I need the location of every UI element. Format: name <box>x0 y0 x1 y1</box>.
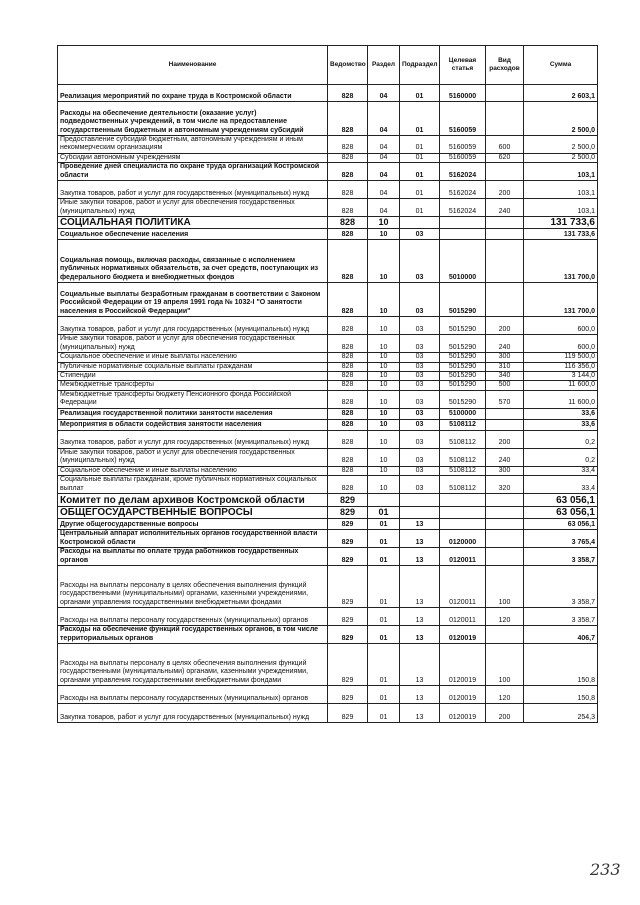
cell-expense-type <box>486 530 524 548</box>
cell-department: 828 <box>328 381 368 390</box>
cell-name: Социальная помощь, включая расходы, связанные с исполнением публичных нормативных обязательств, за счет средств, поступающих из федерального бюджета и внебюджетных фондов <box>58 240 328 283</box>
cell-department: 828 <box>328 153 368 162</box>
cell-subsection: 01 <box>400 153 440 162</box>
cell-subsection: 03 <box>400 240 440 283</box>
cell-subsection: 13 <box>400 519 440 530</box>
cell-expense-type <box>486 102 524 136</box>
cell-amount: 2 500,0 <box>524 153 598 162</box>
cell-target-article: 5015290 <box>440 335 486 353</box>
cell-section: 10 <box>368 430 400 448</box>
table-row <box>58 566 598 608</box>
cell-amount: 2 500,0 <box>524 136 598 154</box>
cell-amount: 2 603,1 <box>524 85 598 102</box>
cell-section: 01 <box>368 626 400 644</box>
cell-department: 828 <box>328 163 368 181</box>
cell-department: 829 <box>328 704 368 723</box>
cell-amount: 119 500,0 <box>524 353 598 362</box>
cell-subsection: 03 <box>400 390 440 408</box>
cell-amount: 131 700,0 <box>524 283 598 317</box>
cell-subsection: 03 <box>400 408 440 419</box>
cell-section: 10 <box>368 362 400 371</box>
cell-target-article <box>440 519 486 530</box>
cell-expense-type: 240 <box>486 199 524 217</box>
cell-subsection: 03 <box>400 353 440 362</box>
cell-target-article: 5108112 <box>440 476 486 494</box>
table-row <box>58 381 598 390</box>
cell-section: 10 <box>368 372 400 381</box>
table-row <box>58 448 598 466</box>
cell-name: Закупка товаров, работ и услуг для государственных (муниципальных) нужд <box>58 704 328 723</box>
cell-department: 828 <box>328 372 368 381</box>
cell-amount: 406,7 <box>524 626 598 644</box>
cell-expense-type: 120 <box>486 608 524 626</box>
cell-target-article: 0120019 <box>440 704 486 723</box>
cell-expense-type <box>486 419 524 430</box>
cell-subsection: 13 <box>400 686 440 704</box>
cell-name: Реализация государственной политики занятости населения <box>58 408 328 419</box>
cell-department: 828 <box>328 335 368 353</box>
cell-section: 01 <box>368 507 400 519</box>
cell-target-article: 5160059 <box>440 153 486 162</box>
cell-department: 828 <box>328 102 368 136</box>
cell-expense-type: 300 <box>486 466 524 475</box>
table-header-row <box>58 46 598 85</box>
cell-name: Реализация мероприятий по охране труда в Костромской области <box>58 85 328 102</box>
col-header-name: Наименование <box>58 46 328 85</box>
cell-section: 01 <box>368 519 400 530</box>
cell-expense-type: 100 <box>486 566 524 608</box>
table-row <box>58 476 598 494</box>
cell-amount: 3 144,0 <box>524 372 598 381</box>
cell-name: Расходы на выплаты персоналу в целях обеспечения выполнения функций государственными (муниципальными) органами, казенными учреждениями, органами управления государственными внебюджетными фондами <box>58 566 328 608</box>
table-row <box>58 102 598 136</box>
table-row <box>58 362 598 371</box>
cell-section: 10 <box>368 476 400 494</box>
cell-name: Социальное обеспечение населения <box>58 229 328 240</box>
table-row <box>58 419 598 430</box>
cell-expense-type: 120 <box>486 686 524 704</box>
table-row <box>58 430 598 448</box>
cell-expense-type: 240 <box>486 335 524 353</box>
table-row <box>58 335 598 353</box>
cell-expense-type <box>486 494 524 507</box>
table-row <box>58 85 598 102</box>
cell-name: Закупка товаров, работ и услуг для государственных (муниципальных) нужд <box>58 181 328 199</box>
cell-section: 04 <box>368 136 400 154</box>
cell-section: 10 <box>368 283 400 317</box>
cell-subsection: 13 <box>400 566 440 608</box>
cell-amount: 3 358,7 <box>524 608 598 626</box>
cell-department: 828 <box>328 85 368 102</box>
table-row <box>58 229 598 240</box>
cell-amount: 150,8 <box>524 686 598 704</box>
table-row <box>58 181 598 199</box>
cell-department: 828 <box>328 362 368 371</box>
cell-target-article: 5100000 <box>440 408 486 419</box>
cell-amount: 103,1 <box>524 199 598 217</box>
cell-amount: 11 600,0 <box>524 381 598 390</box>
cell-department: 828 <box>328 476 368 494</box>
cell-department: 828 <box>328 317 368 335</box>
budget-table <box>57 45 598 723</box>
cell-section: 10 <box>368 229 400 240</box>
cell-target-article: 5160059 <box>440 102 486 136</box>
cell-name: Иные закупки товаров, работ и услуг для обеспечения государственных (муниципальных) нужд <box>58 448 328 466</box>
cell-amount: 103,1 <box>524 163 598 181</box>
cell-expense-type <box>486 163 524 181</box>
cell-section: 10 <box>368 217 400 229</box>
cell-name: Расходы на обеспечение функций государственных органов, в том числе территориальных органов <box>58 626 328 644</box>
cell-name: Межбюджетные трансферты <box>58 381 328 390</box>
cell-section: 10 <box>368 448 400 466</box>
cell-target-article: 0120011 <box>440 548 486 566</box>
col-header-expense-type: Вид расходов <box>486 46 524 85</box>
cell-target-article: 5015290 <box>440 283 486 317</box>
cell-subsection: 03 <box>400 283 440 317</box>
cell-department: 829 <box>328 494 368 507</box>
cell-amount: 63 056,1 <box>524 494 598 507</box>
cell-section: 10 <box>368 381 400 390</box>
cell-target-article: 5015290 <box>440 353 486 362</box>
cell-name: Закупка товаров, работ и услуг для государственных (муниципальных) нужд <box>58 430 328 448</box>
cell-target-article <box>440 217 486 229</box>
cell-department: 828 <box>328 283 368 317</box>
table-row <box>58 317 598 335</box>
cell-department: 828 <box>328 229 368 240</box>
cell-department: 829 <box>328 608 368 626</box>
cell-expense-type: 200 <box>486 704 524 723</box>
cell-amount: 103,1 <box>524 181 598 199</box>
cell-name: Расходы на обеспечение деятельности (оказание услуг) подведомственных учреждений, в том числе на предоставление государственным бюджетным и автономным учреждениям субсидий <box>58 102 328 136</box>
cell-name: Центральный аппарат исполнительных органов государственной власти Костромской области <box>58 530 328 548</box>
cell-department: 829 <box>328 626 368 644</box>
cell-subsection: 13 <box>400 530 440 548</box>
col-header-subsection: Подраздел <box>400 46 440 85</box>
cell-amount: 3 358,7 <box>524 566 598 608</box>
cell-amount: 33,6 <box>524 419 598 430</box>
table-row <box>58 548 598 566</box>
table-row <box>58 494 598 507</box>
cell-section: 01 <box>368 566 400 608</box>
cell-department: 829 <box>328 530 368 548</box>
table-row <box>58 519 598 530</box>
cell-amount: 3 358,7 <box>524 548 598 566</box>
cell-expense-type: 570 <box>486 390 524 408</box>
cell-subsection: 13 <box>400 626 440 644</box>
cell-name: Социальные выплаты безработным гражданам в соответствии с Законом Российской Федерации от 19 апреля 1991 года № 1032-I "О занятости населения в Российской Федерации" <box>58 283 328 317</box>
cell-name: Иные закупки товаров, работ и услуг для обеспечения государственных (муниципальных) нужд <box>58 335 328 353</box>
cell-subsection: 01 <box>400 136 440 154</box>
cell-expense-type: 240 <box>486 448 524 466</box>
cell-subsection: 01 <box>400 181 440 199</box>
cell-target-article: 5108112 <box>440 466 486 475</box>
cell-amount: 33,4 <box>524 476 598 494</box>
cell-amount: 150,8 <box>524 644 598 686</box>
table-row <box>58 283 598 317</box>
cell-subsection: 03 <box>400 448 440 466</box>
cell-target-article: 5015290 <box>440 317 486 335</box>
cell-subsection <box>400 494 440 507</box>
table-row <box>58 686 598 704</box>
cell-department: 828 <box>328 181 368 199</box>
table-row <box>58 390 598 408</box>
cell-target-article: 5015290 <box>440 372 486 381</box>
cell-department: 828 <box>328 217 368 229</box>
cell-amount: 0,2 <box>524 430 598 448</box>
table-row <box>58 372 598 381</box>
col-header-section: Раздел <box>368 46 400 85</box>
cell-expense-type <box>486 85 524 102</box>
table-row <box>58 199 598 217</box>
cell-department: 829 <box>328 519 368 530</box>
page-number: 233 <box>590 860 621 879</box>
table-row <box>58 608 598 626</box>
cell-target-article: 5162024 <box>440 199 486 217</box>
cell-department: 829 <box>328 686 368 704</box>
cell-subsection: 03 <box>400 419 440 430</box>
cell-section: 01 <box>368 644 400 686</box>
cell-department: 829 <box>328 644 368 686</box>
cell-department: 829 <box>328 548 368 566</box>
cell-target-article <box>440 494 486 507</box>
cell-department: 828 <box>328 448 368 466</box>
cell-subsection: 13 <box>400 548 440 566</box>
table-row <box>58 408 598 419</box>
table-row <box>58 136 598 154</box>
cell-amount: 254,3 <box>524 704 598 723</box>
table-row <box>58 530 598 548</box>
cell-name: ОБЩЕГОСУДАРСТВЕННЫЕ ВОПРОСЫ <box>58 507 328 519</box>
cell-expense-type <box>486 626 524 644</box>
cell-subsection: 03 <box>400 372 440 381</box>
table-row <box>58 353 598 362</box>
cell-target-article: 5108112 <box>440 419 486 430</box>
cell-target-article: 5015290 <box>440 362 486 371</box>
table-row <box>58 163 598 181</box>
cell-expense-type <box>486 217 524 229</box>
cell-section: 04 <box>368 102 400 136</box>
cell-amount: 600,0 <box>524 335 598 353</box>
cell-expense-type: 100 <box>486 644 524 686</box>
cell-target-article: 5162024 <box>440 181 486 199</box>
cell-name: Публичные нормативные социальные выплаты гражданам <box>58 362 328 371</box>
cell-name: Иные закупки товаров, работ и услуг для обеспечения государственных (муниципальных) нужд <box>58 199 328 217</box>
cell-target-article: 0120019 <box>440 644 486 686</box>
cell-name: Социальное обеспечение и иные выплаты населению <box>58 466 328 475</box>
cell-target-article: 0120011 <box>440 608 486 626</box>
cell-subsection: 03 <box>400 466 440 475</box>
cell-department: 828 <box>328 408 368 419</box>
cell-expense-type <box>486 240 524 283</box>
cell-target-article <box>440 229 486 240</box>
cell-target-article: 0120000 <box>440 530 486 548</box>
cell-section: 10 <box>368 419 400 430</box>
cell-section: 10 <box>368 466 400 475</box>
cell-subsection: 03 <box>400 362 440 371</box>
cell-amount: 63 056,1 <box>524 519 598 530</box>
cell-subsection: 01 <box>400 102 440 136</box>
cell-name: Стипендии <box>58 372 328 381</box>
cell-section: 10 <box>368 390 400 408</box>
cell-section: 10 <box>368 335 400 353</box>
cell-amount: 11 600,0 <box>524 390 598 408</box>
cell-subsection <box>400 217 440 229</box>
cell-name: Другие общегосударственные вопросы <box>58 519 328 530</box>
cell-expense-type <box>486 507 524 519</box>
cell-target-article: 0120019 <box>440 686 486 704</box>
cell-amount: 63 056,1 <box>524 507 598 519</box>
cell-expense-type <box>486 283 524 317</box>
cell-subsection: 01 <box>400 163 440 181</box>
cell-name: Социальные выплаты гражданам, кроме публичных нормативных социальных выплат <box>58 476 328 494</box>
cell-expense-type <box>486 519 524 530</box>
cell-department: 828 <box>328 430 368 448</box>
cell-expense-type: 340 <box>486 372 524 381</box>
cell-section: 01 <box>368 704 400 723</box>
cell-name: Предоставление субсидий бюджетным, автономным учреждениям и иным некоммерческим организациям <box>58 136 328 154</box>
cell-subsection: 03 <box>400 430 440 448</box>
cell-name: Расходы на выплаты персоналу в целях обеспечения выполнения функций государственными (муниципальными) органами, казенными учреждениями, органами управления государственными внебюджетными фондами <box>58 644 328 686</box>
cell-section: 10 <box>368 317 400 335</box>
cell-name: Расходы на выплаты по оплате труда работников государственных органов <box>58 548 328 566</box>
cell-department: 828 <box>328 419 368 430</box>
cell-expense-type: 500 <box>486 381 524 390</box>
cell-expense-type: 200 <box>486 181 524 199</box>
cell-department: 828 <box>328 136 368 154</box>
cell-target-article: 0120019 <box>440 626 486 644</box>
cell-expense-type: 300 <box>486 353 524 362</box>
cell-target-article <box>440 507 486 519</box>
cell-section: 01 <box>368 548 400 566</box>
cell-subsection: 03 <box>400 476 440 494</box>
cell-name: Закупка товаров, работ и услуг для государственных (муниципальных) нужд <box>58 317 328 335</box>
cell-department: 828 <box>328 390 368 408</box>
cell-expense-type: 310 <box>486 362 524 371</box>
table-row <box>58 153 598 162</box>
cell-department: 829 <box>328 566 368 608</box>
cell-name: Комитет по делам архивов Костромской области <box>58 494 328 507</box>
cell-section: 01 <box>368 686 400 704</box>
cell-department: 828 <box>328 466 368 475</box>
table-row <box>58 507 598 519</box>
cell-subsection: 03 <box>400 317 440 335</box>
cell-expense-type: 200 <box>486 430 524 448</box>
cell-section: 04 <box>368 153 400 162</box>
cell-amount: 33,6 <box>524 408 598 419</box>
cell-expense-type <box>486 408 524 419</box>
cell-expense-type <box>486 548 524 566</box>
cell-amount: 33,4 <box>524 466 598 475</box>
cell-expense-type: 600 <box>486 136 524 154</box>
cell-name: Проведение дней специалиста по охране труда организаций Костромской области <box>58 163 328 181</box>
cell-amount: 131 733,6 <box>524 229 598 240</box>
cell-subsection: 01 <box>400 85 440 102</box>
cell-amount: 131 700,0 <box>524 240 598 283</box>
cell-section: 10 <box>368 408 400 419</box>
cell-expense-type: 320 <box>486 476 524 494</box>
cell-section: 04 <box>368 163 400 181</box>
cell-target-article: 5015290 <box>440 390 486 408</box>
cell-amount: 116 356,0 <box>524 362 598 371</box>
table-body <box>58 85 598 723</box>
col-header-department: Ведомство <box>328 46 368 85</box>
cell-section: 10 <box>368 353 400 362</box>
cell-target-article: 5108112 <box>440 448 486 466</box>
cell-name: Межбюджетные трансферты бюджету Пенсионного фонда Российской Федерации <box>58 390 328 408</box>
cell-subsection: 13 <box>400 644 440 686</box>
cell-target-article: 5108112 <box>440 430 486 448</box>
cell-department: 828 <box>328 353 368 362</box>
cell-target-article: 5160000 <box>440 85 486 102</box>
cell-section: 10 <box>368 240 400 283</box>
cell-department: 828 <box>328 240 368 283</box>
cell-subsection: 03 <box>400 229 440 240</box>
cell-amount: 131 733,6 <box>524 217 598 229</box>
table-row <box>58 644 598 686</box>
cell-subsection: 01 <box>400 199 440 217</box>
cell-name: Расходы на выплаты персоналу государственных (муниципальных) органов <box>58 608 328 626</box>
cell-subsection: 13 <box>400 608 440 626</box>
cell-target-article: 5162024 <box>440 163 486 181</box>
cell-section: 01 <box>368 608 400 626</box>
cell-expense-type <box>486 229 524 240</box>
cell-section <box>368 494 400 507</box>
table-row <box>58 704 598 723</box>
cell-name: СОЦИАЛЬНАЯ ПОЛИТИКА <box>58 217 328 229</box>
cell-department: 829 <box>328 507 368 519</box>
cell-section: 01 <box>368 530 400 548</box>
cell-target-article: 5015290 <box>440 381 486 390</box>
cell-department: 828 <box>328 199 368 217</box>
cell-name: Субсидии автономным учреждениям <box>58 153 328 162</box>
cell-subsection: 13 <box>400 704 440 723</box>
cell-section: 04 <box>368 85 400 102</box>
table-row <box>58 217 598 229</box>
budget-table-sheet <box>57 45 597 723</box>
table-row <box>58 240 598 283</box>
cell-target-article: 0120011 <box>440 566 486 608</box>
cell-amount: 600,0 <box>524 317 598 335</box>
cell-section: 04 <box>368 199 400 217</box>
table-row <box>58 626 598 644</box>
cell-name: Расходы на выплаты персоналу государственных (муниципальных) органов <box>58 686 328 704</box>
cell-name: Мероприятия в области содействия занятости населения <box>58 419 328 430</box>
cell-target-article: 5160059 <box>440 136 486 154</box>
cell-amount: 2 500,0 <box>524 102 598 136</box>
cell-section: 04 <box>368 181 400 199</box>
cell-name: Социальное обеспечение и иные выплаты населению <box>58 353 328 362</box>
table-row <box>58 466 598 475</box>
cell-amount: 0,2 <box>524 448 598 466</box>
cell-subsection: 03 <box>400 381 440 390</box>
col-header-amount: Сумма <box>524 46 598 85</box>
cell-expense-type: 200 <box>486 317 524 335</box>
col-header-target-article: Целевая статья <box>440 46 486 85</box>
cell-subsection: 03 <box>400 335 440 353</box>
cell-subsection <box>400 507 440 519</box>
cell-expense-type: 620 <box>486 153 524 162</box>
cell-amount: 3 765,4 <box>524 530 598 548</box>
cell-target-article: 5010000 <box>440 240 486 283</box>
